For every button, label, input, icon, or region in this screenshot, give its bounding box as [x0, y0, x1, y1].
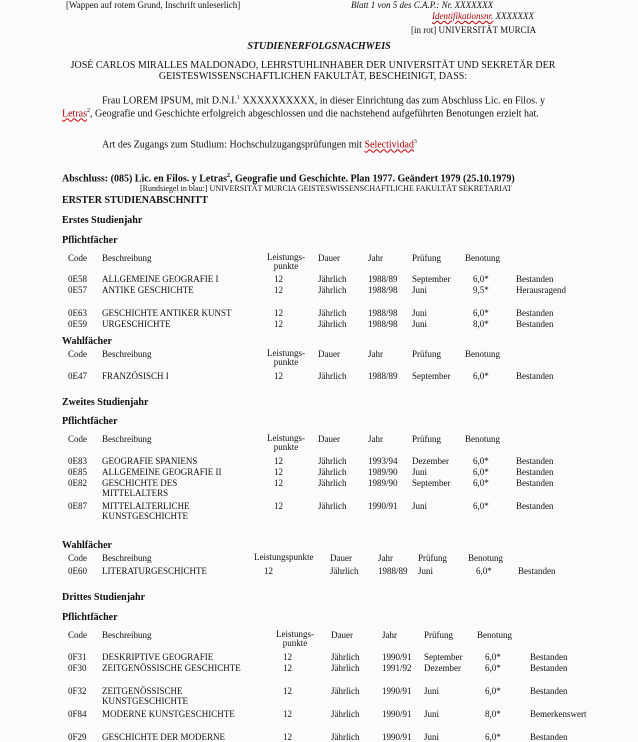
cell-year: 1988/89 [378, 566, 408, 576]
intro-paragraph: JOSÉ CARLOS MIRALLES MALDONADO, LEHRSTUHLINHABER DER UNIVERSITÄT UND SEKRETÄR DER GEISTESWISSENSCHAFTLICHEN FAKULTÄT, BESCHEINIGT, DASS: [70, 60, 556, 82]
cell-desc: GESCHICHTE DES MITTELALTERS [102, 478, 178, 498]
cell-desc: ZEITGENÖSSISCHE KUNSTGESCHICHTE [102, 686, 189, 706]
cell-grade: 6,0* [473, 478, 489, 488]
column-header-points: Leistungs-punkte [267, 348, 305, 367]
column-header-year: Jahr [378, 553, 393, 563]
degree-rest: , Geografie und Geschichte. Plan 1977. Geändert 1979 (25.10.1979) [230, 173, 515, 185]
cell-result: Bemerkenswert [530, 709, 587, 719]
cell-code: 0F29 [68, 732, 87, 742]
footnote-3: 3 [413, 139, 417, 145]
cell-grade: 8,0* [485, 709, 501, 719]
document-title: STUDIENERFOLGSNACHWEIS [247, 41, 391, 52]
p1-part-c: , Geografie und Geschichte erfolgreich abgeschlossen und die nachstehend aufgeführten Benotungen erzielt hat. [90, 108, 539, 120]
cell-points: 12 [274, 478, 283, 488]
cell-exam: September [412, 371, 451, 381]
university-name: UNIVERSITÄT MURCIA [438, 25, 537, 35]
cell-exam: Juni [412, 467, 428, 477]
column-header-code: Code [68, 349, 87, 359]
cell-year: 1991/92 [382, 663, 412, 673]
cell-exam: Juni [412, 308, 428, 318]
cell-result: Bestanden [516, 501, 554, 511]
column-header-exam: Prüfung [412, 253, 441, 263]
cell-result: Bestanden [530, 663, 568, 673]
cell-duration: Jährlich [330, 566, 359, 576]
cell-code: 0E57 [68, 285, 87, 295]
p1-letras: Letras [62, 108, 87, 120]
column-header-code: Code [68, 630, 87, 640]
cell-exam: Dezember [412, 456, 449, 466]
cell-duration: Jährlich [318, 285, 347, 295]
cell-year: 1990/91 [382, 732, 412, 742]
column-header-exam: Prüfung [418, 553, 447, 563]
cell-code: 0E59 [68, 319, 87, 329]
cell-points: 12 [274, 319, 283, 329]
cell-exam: Juni [412, 501, 428, 511]
cell-grade: 6,0* [473, 456, 489, 466]
cell-year: 1993/94 [368, 456, 398, 466]
cell-exam: Juni [412, 285, 428, 295]
cell-duration: Jährlich [331, 709, 360, 719]
cell-result: Bestanden [530, 686, 568, 696]
cell-grade: 6,0* [485, 686, 501, 696]
cell-grade: 6,0* [485, 732, 501, 742]
cell-desc: MODERNE KUNSTGESCHICHTE [102, 709, 235, 719]
cell-exam: September [424, 652, 463, 662]
cell-code: 0E63 [68, 308, 87, 318]
coat-of-arms-note: [Wappen auf rotem Grund, Inschrift unleserlich] [66, 0, 241, 10]
cell-duration: Jährlich [318, 467, 347, 477]
degree-footnote: 2 [227, 173, 230, 179]
year1-pflicht-heading: Pflichtfächer [62, 235, 118, 246]
cell-year: 1989/90 [368, 467, 398, 477]
cell-desc: GESCHICHTE DER MODERNE [102, 732, 225, 742]
year2-wahl-heading: Wahlfächer [62, 540, 112, 551]
degree-text: Abschluss: (085) Lic. en Filos. y Letras [62, 173, 227, 185]
column-header-points: Leistungs-punkte [276, 629, 314, 648]
cell-result: Bestanden [530, 652, 568, 662]
column-header-year: Jahr [368, 349, 383, 359]
column-header-points: Leistungspunkte [254, 552, 314, 562]
column-header-grade: Benotung [465, 253, 500, 263]
cell-desc: ALLGEMEINE GEOGRAFIE II [102, 467, 222, 477]
cell-code: 0F30 [68, 663, 87, 673]
cell-result: Bestanden [516, 467, 554, 477]
section-title: ERSTER STUDIENABSCHNITT [62, 195, 208, 206]
cell-points: 12 [283, 652, 292, 662]
cell-duration: Jährlich [318, 308, 347, 318]
cell-result: Bestanden [516, 371, 554, 381]
column-header-year: Jahr [368, 253, 383, 263]
cell-code: 0E83 [68, 456, 87, 466]
id-line [432, 11, 534, 21]
cell-code: 0E58 [68, 274, 87, 284]
cell-code: 0E82 [68, 478, 87, 488]
cell-grade: 9,5* [473, 285, 489, 295]
cell-desc: DESKRIPTIVE GEOGRAFIE [102, 652, 214, 662]
cell-duration: Jährlich [318, 456, 347, 466]
year3-heading: Drittes Studienjahr [62, 592, 146, 603]
cell-grade: 6,0* [476, 566, 492, 576]
cell-desc: ANTIKE GESCHICHTE [102, 285, 194, 295]
cell-duration: Jährlich [318, 478, 347, 488]
cell-points: 12 [274, 274, 283, 284]
column-header-grade: Benotung [468, 553, 503, 563]
cell-exam: September [412, 274, 451, 284]
column-header-duration: Dauer [318, 349, 340, 359]
column-header-code: Code [68, 434, 87, 444]
column-header-exam: Prüfung [412, 349, 441, 359]
column-header-points: Leistungs-punkte [267, 433, 305, 452]
cell-points: 12 [274, 371, 283, 381]
column-header-duration: Dauer [330, 553, 352, 563]
cell-year: 1988/89 [368, 274, 398, 284]
column-header-desc: Beschreibung [102, 349, 152, 359]
cell-exam: Juni [424, 732, 440, 742]
cell-exam: Juni [424, 709, 440, 719]
footnote-1: 1 [237, 95, 241, 101]
cell-code: 0E85 [68, 467, 87, 477]
column-header-desc: Beschreibung [102, 630, 152, 640]
column-header-duration: Dauer [331, 630, 353, 640]
cell-duration: Jährlich [331, 663, 360, 673]
cell-result: Bestanden [516, 319, 554, 329]
cell-year: 1988/98 [368, 308, 398, 318]
cell-duration: Jährlich [331, 732, 360, 742]
cell-result: Herausragend [516, 285, 566, 295]
cell-duration: Jährlich [318, 501, 347, 511]
certification-paragraph [62, 93, 564, 120]
cell-points: 12 [274, 308, 283, 318]
selectividad: Selectividad [364, 139, 414, 151]
cell-points: 12 [274, 456, 283, 466]
cell-year: 1990/91 [368, 501, 398, 511]
cell-year: 1988/98 [368, 285, 398, 295]
cell-code: 0F31 [68, 652, 87, 662]
cell-desc: MITTELALTERLICHE KUNSTGESCHICHTE [102, 501, 190, 521]
cell-exam: Dezember [424, 663, 461, 673]
column-header-points: Leistungs-punkte [267, 252, 305, 271]
cell-duration: Jährlich [318, 319, 347, 329]
cell-code: 0F84 [68, 709, 87, 719]
column-header-grade: Benotung [477, 630, 512, 640]
cell-result: Bestanden [516, 478, 554, 488]
column-header-year: Jahr [382, 630, 397, 640]
cell-grade: 6,0* [485, 652, 501, 662]
cell-exam: September [412, 478, 451, 488]
cell-result: Bestanden [516, 308, 554, 318]
cell-exam: Juni [418, 566, 434, 576]
column-header-code: Code [68, 253, 87, 263]
cell-desc: GESCHICHTE ANTIKER KUNST [102, 308, 232, 318]
column-header-duration: Dauer [318, 253, 340, 263]
cell-year: 1990/91 [382, 652, 412, 662]
cell-grade: 6,0* [473, 467, 489, 477]
year3-pflicht-heading: Pflichtfächer [62, 612, 118, 623]
column-header-desc: Beschreibung [102, 553, 152, 563]
cell-points: 12 [274, 285, 283, 295]
cell-exam: Juni [424, 686, 440, 696]
cell-year: 1988/89 [368, 371, 398, 381]
id-label: Identifikationsnr. [432, 11, 494, 21]
cell-points: 12 [283, 686, 292, 696]
cell-code: 0F32 [68, 686, 87, 696]
cell-exam: Juni [412, 319, 428, 329]
year1-wahl-heading: Wahlfächer [62, 336, 112, 347]
cell-points: 12 [283, 709, 292, 719]
cell-grade: 6,0* [473, 274, 489, 284]
cell-duration: Jährlich [331, 652, 360, 662]
cell-points: 12 [283, 732, 292, 742]
cell-year: 1989/90 [368, 478, 398, 488]
cell-code: 0E47 [68, 371, 87, 381]
cell-duration: Jährlich [318, 274, 347, 284]
cell-points: 12 [274, 501, 283, 511]
cell-desc: FRANZÖSISCH I [102, 371, 169, 381]
university-note: [in rot] [411, 25, 437, 35]
cell-points: 12 [283, 663, 292, 673]
column-header-duration: Dauer [318, 434, 340, 444]
id-value: XXXXXXX [495, 11, 534, 21]
cell-result: Bestanden [530, 732, 568, 742]
cell-duration: Jährlich [331, 686, 360, 696]
column-header-year: Jahr [368, 434, 383, 444]
footnote-2: 2 [87, 108, 90, 115]
access-text: Art des Zugangs zum Studium: Hochschulzugangsprüfungen mit [102, 139, 365, 151]
column-header-desc: Beschreibung [102, 434, 152, 444]
cell-grade: 6,0* [485, 663, 501, 673]
cell-result: Bestanden [518, 566, 556, 576]
year2-heading: Zweites Studienjahr [62, 397, 149, 408]
cell-year: 1990/91 [382, 709, 412, 719]
column-header-code: Code [68, 553, 87, 563]
seal-note: [Rundsiegel in blau:] UNIVERSITÄT MURCIA GEISTESWISSENSCHAFTLICHE FAKULTÄT SEKRETARIAT [140, 184, 512, 193]
cell-desc: ZEITGENÖSSISCHE GESCHICHTE [102, 663, 241, 673]
cell-year: 1990/91 [382, 686, 412, 696]
year2-pflicht-heading: Pflichtfächer [62, 416, 118, 427]
university-line [411, 25, 536, 35]
cell-code: 0E87 [68, 501, 87, 511]
cell-duration: Jährlich [318, 371, 347, 381]
cell-grade: 6,0* [473, 308, 489, 318]
cell-code: 0E60 [68, 566, 87, 576]
cell-grade: 6,0* [473, 371, 489, 381]
cell-desc: ALLGEMEINE GEOGRAFIE I [102, 274, 219, 284]
page-info: Blatt 1 von 5 des C.A.P.: Nr. XXXXXXX [351, 0, 494, 10]
access-paragraph [62, 137, 564, 150]
cell-result: Bestanden [516, 274, 554, 284]
cell-points: 12 [274, 467, 283, 477]
column-header-desc: Beschreibung [102, 253, 152, 263]
cell-points: 12 [264, 566, 273, 576]
column-header-grade: Benotung [465, 434, 500, 444]
cell-desc: URGESCHICHTE [102, 319, 171, 329]
cell-grade: 6,0* [473, 501, 489, 511]
column-header-exam: Prüfung [424, 630, 453, 640]
column-header-exam: Prüfung [412, 434, 441, 444]
cell-grade: 8,0* [473, 319, 489, 329]
cell-result: Bestanden [516, 456, 554, 466]
column-header-grade: Benotung [465, 349, 500, 359]
degree-line [62, 173, 515, 184]
p1-part-a: Frau LOREM IPSUM, mit D.N.I. [102, 95, 238, 107]
year1-heading: Erstes Studienjahr [62, 215, 143, 226]
cell-year: 1988/98 [368, 319, 398, 329]
cell-desc: LITERATURGESCHICHTE [102, 566, 207, 576]
cell-desc: GEOGRAFIE SPANIENS [102, 456, 198, 466]
p1-part-b: XXXXXXXXXX, in dieser Einrichtung das zum Abschluss Lic. en Filos. y [240, 95, 545, 107]
